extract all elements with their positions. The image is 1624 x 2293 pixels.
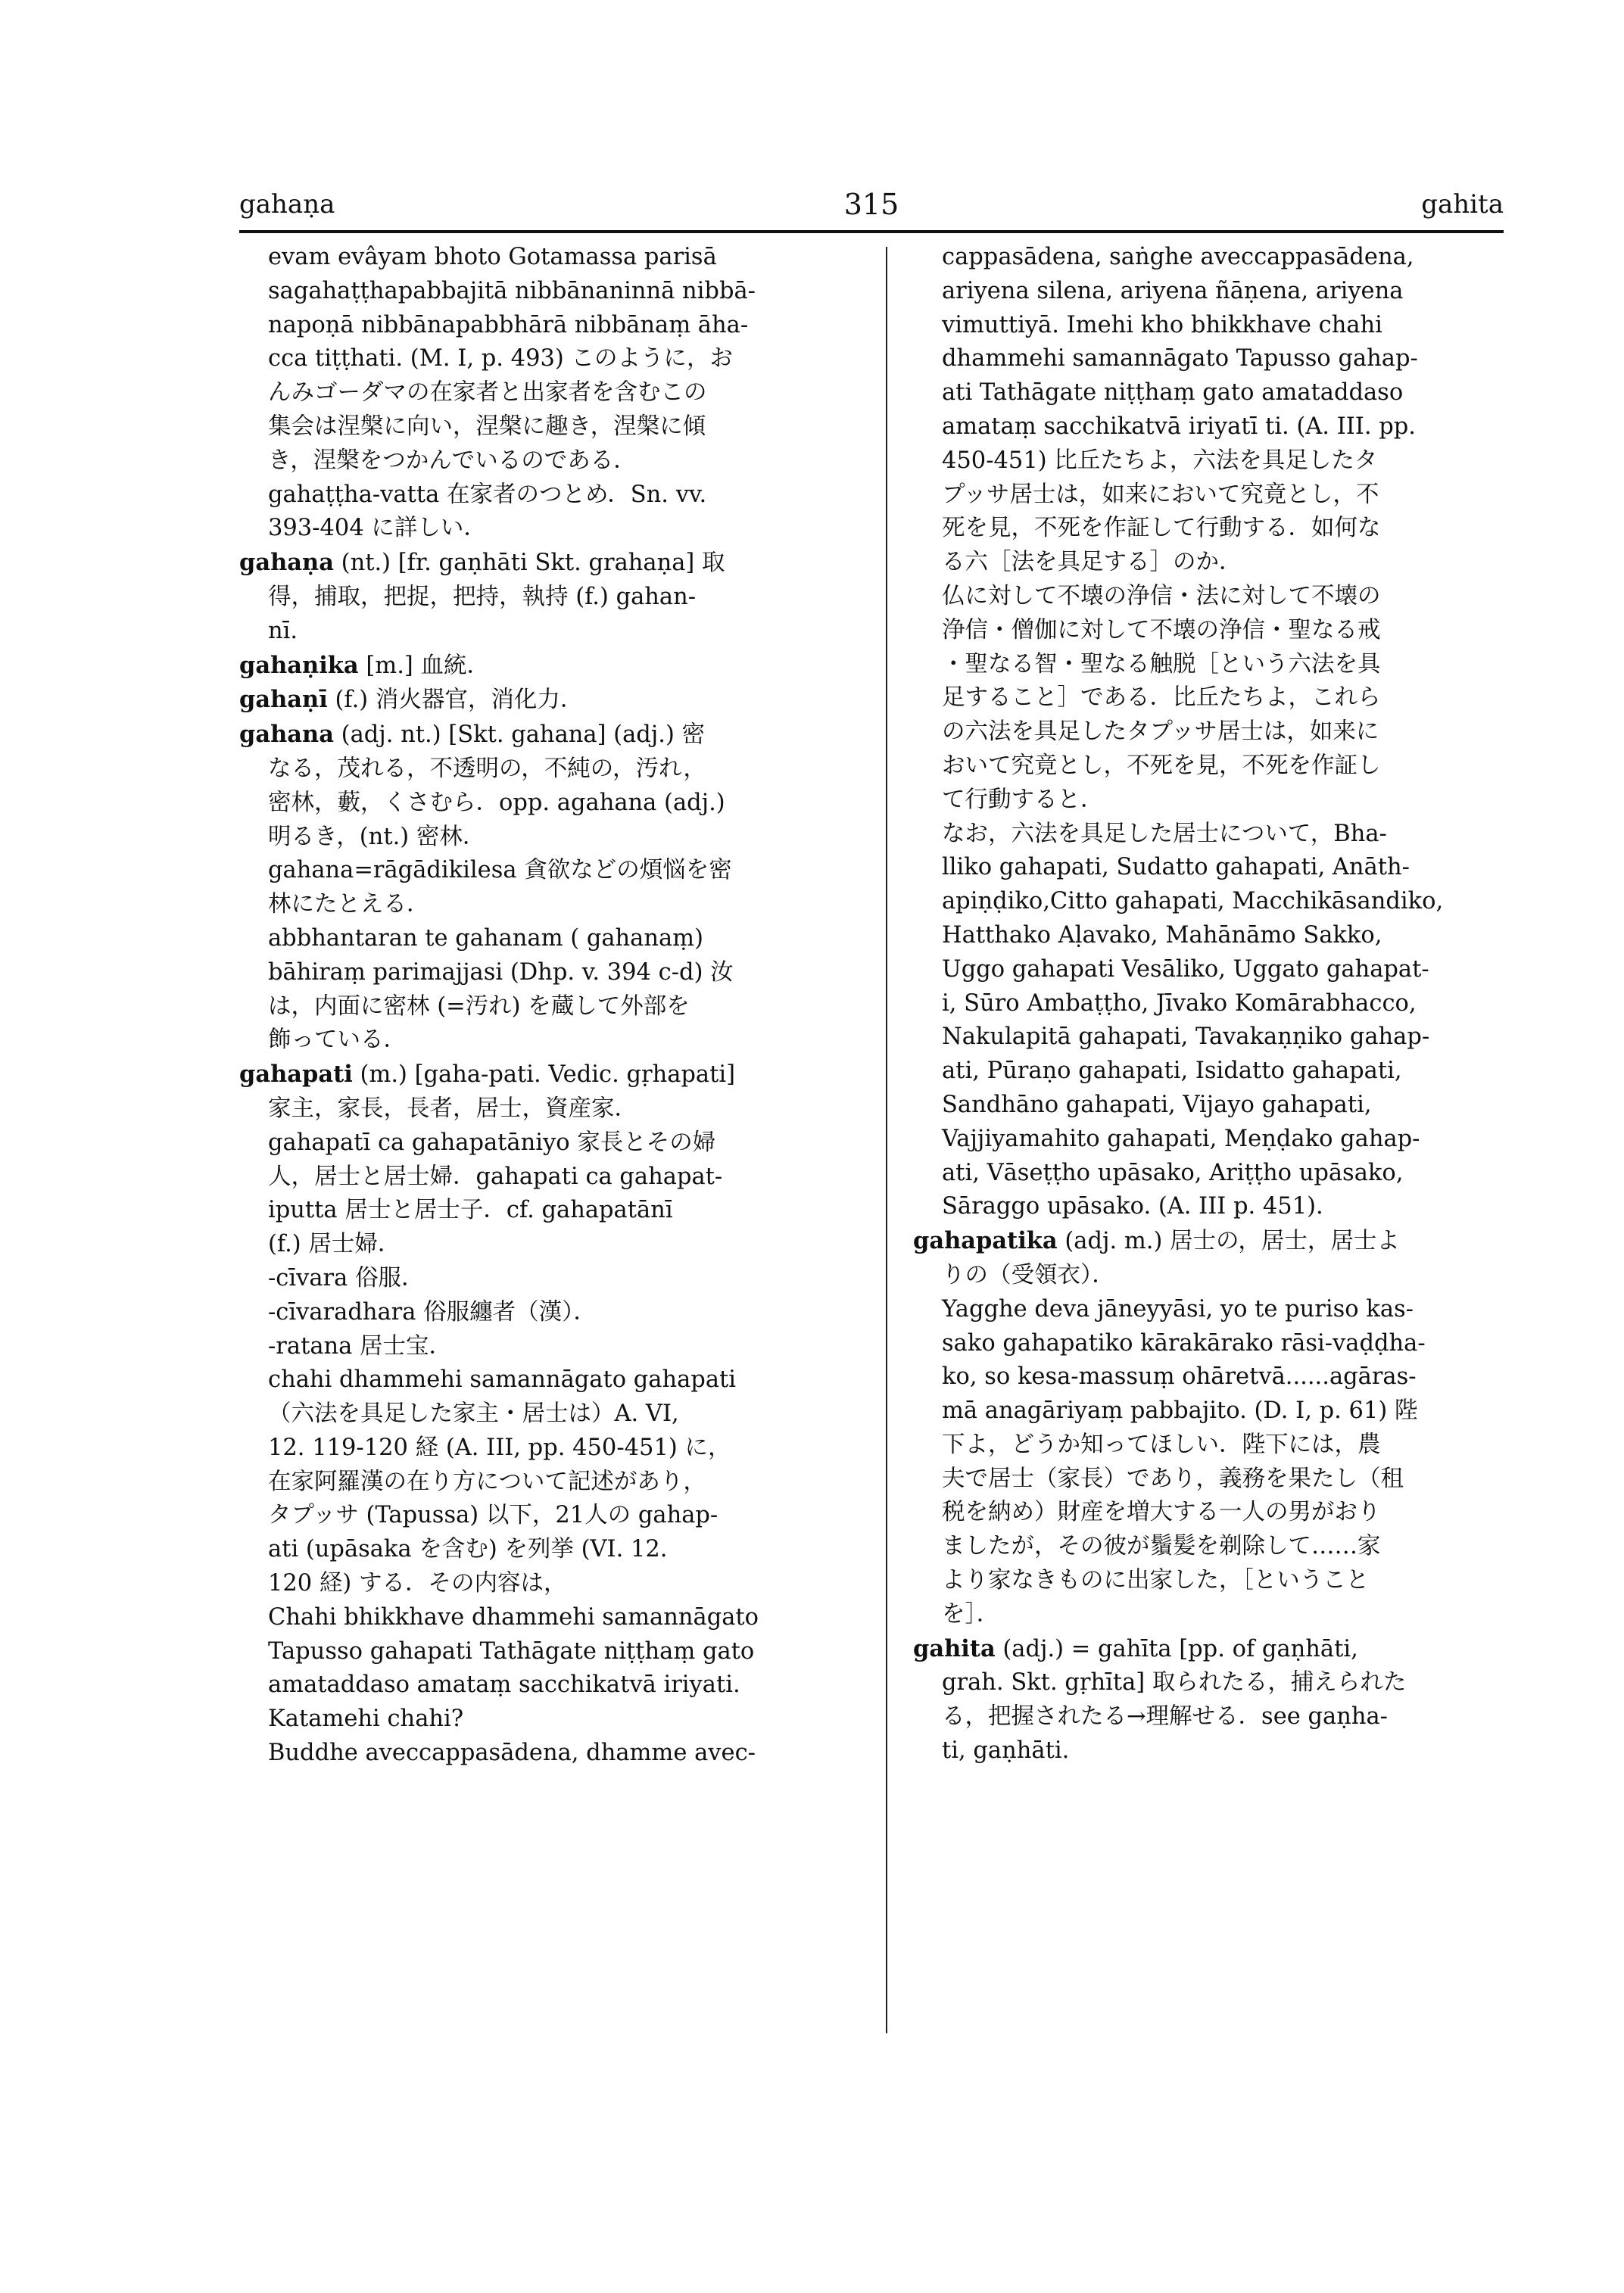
right-guide-word: gahita	[1421, 189, 1504, 220]
sub-entry: gahaṭṭha-vatta 在家者のつとめ．Sn. vv. 393-404 に詳しい．	[268, 481, 707, 542]
dictionary-entry: gahapatika (adj. m.) 居士の，居士，居士よ りの（受領衣）．	[913, 1227, 1400, 1288]
dictionary-entry: gahaṇī (f.) 消火器官，消化力．	[239, 686, 584, 714]
quote-block: cappasādena, saṅghe aveccappasādena, ariyena silena, ariyena ñāṇena, ariyena vimuttiyā. Imehi kho bhikkhave chahi dhammehi samannāgato Tapusso gahap- ati Tathāgate niṭṭhaṃ gato amataddaso amataṃ sacchikatvā iriyatī ti. (A. III. pp. 450-451) 比丘たちよ，六法を具足したタ プッサ居士は，如来において究竟とし，不 死を見，不死を作証して行動する．如何な る六［法を具足する］のか．	[942, 244, 1418, 576]
entry-headword: gahapati	[239, 1061, 353, 1089]
column-divider	[886, 247, 887, 2033]
entry-headword: gahaṇī	[239, 686, 328, 714]
sub-entry: 仏に対して不壊の浄信・法に対して不壊の 浄信・僧伽に対して不壊の浄信・聖なる戒 ・聖なる智・聖なる触脱［という六法を具 足すること］である．比丘たちよ，これら の六法を具足したタプッサ居士は，如来に おいて究竟とし，不死を見，不死を作証し て行動すると．	[942, 582, 1381, 813]
quote-block: Chahi bhikkhave dhammehi samannāgato Tapusso gahapati Tathāgate niṭṭhaṃ gato amataddaso amataṃ sacchikatvā iriyati. Katamehi chahi?	[268, 1603, 759, 1733]
running-header	[239, 182, 1504, 227]
quote-block: Buddhe aveccappasādena, dhamme avec-	[268, 1740, 756, 1767]
entry-headword: gahita	[913, 1634, 996, 1662]
header-rule	[239, 230, 1504, 233]
left-guide-word: gahaṇa	[239, 189, 335, 220]
entry-headword: gahaṇa	[239, 549, 334, 577]
dictionary-entry: gahita (adj.) = gahīta [pp. of gaṇhāti, grah. Skt. gṛhīta] 取られたる，捕えられた る，把握されたる→理解せる．see gaṇha- ti, gaṇhāti.	[913, 1634, 1407, 1765]
sub-entry: gahapatī ca gahapatāniyo 家長とその婦 人，居士と居士婦．gahapati ca gahapat- iputta 居士と居士子．cf. gahapatānī (f.) 居士婦．	[268, 1129, 723, 1258]
entry-headword: gahana	[239, 721, 334, 749]
dictionary-entry: gahaṇa (nt.) [fr. gaṇhāti Skt. grahaṇa] 取 得，捕取，把捉，把持，執持 (f.) gahan- nī.	[239, 549, 725, 644]
entry-headword: gahapatika	[913, 1227, 1058, 1255]
dictionary-entry: gahana (adj. nt.) [Skt. gahana] (adj.) 密 なる，茂れる，不透明の，不純の，汚れ， 密林，藪，くさむら．opp. agahana (adj.) 明るき，(nt.) 密林．	[239, 721, 725, 850]
quote-block: abbhantaran te gahanam ( gahanaṃ) bāhiraṃ parimajjasi (Dhp. v. 394 c-d) 汝 は，内面に密林 (=汚れ) を蔵して外部を 飾っている．	[268, 924, 734, 1054]
dictionary-entry: gahapati (m.) [gaha-pati. Vedic. gṛhapati] 家主，家長，長者，居士，資産家．	[239, 1061, 736, 1122]
entry-headword: gahaṇika	[239, 651, 359, 679]
sub-entry: -cīvaradhara 俗服纏者（漢）．	[268, 1298, 597, 1326]
sub-entry: gahana=rāgādikilesa 貪欲などの煩悩を密 林にたとえる．	[268, 857, 732, 918]
sub-entry: なお，六法を具足した居士について，Bha- lliko gahapati, Sudatto gahapati, Anāth- apiṇḍiko,Citto gahapati, Macchikāsandiko, Hatthako Aḷavako, Mahānāmo Sakko, Uggo gahapati Vesāliko, Uggato gahapat- i, Sūro Ambaṭṭho, Jīvako Komārabhacco, Nakulapitā gahapati, Tavakaṇṇiko gahap- ati, Pūraṇo gahapati, Isidatto gahapati, Sandhāno gahapati, Vijayo gahapati, Vajjiyamahito gahapati, Meṇḍako gahap- ati, Vāseṭṭho upāsako, Ariṭṭho upāsako, Sāraggo upāsako. (A. III p. 451).	[942, 820, 1444, 1220]
dictionary-entry: gahaṇika [m.] 血統．	[239, 651, 490, 679]
sub-entry: chahi dhammehi samannāgato gahapati （六法を具足した家主・居士は）A. VI, 12. 119-120 経 (A. III, pp. 450-451) に， 在家阿羅漢の在り方について記述があり， タプッサ (Tapussa) 以下，21人の gahap- ati (upāsaka を含む) を列挙 (VI. 12. 120 経) する．その内容は，	[268, 1366, 737, 1597]
quote-block: Yagghe deva jāneyyāsi, yo te puriso kas- sako gahapatiko kārakārako rāsi-vaḍḍha- ko, so kesa-massuṃ ohāretvā......agāras- mā anagāriyaṃ pabbajito. (D. I, p. 61) 陛 下よ，どうか知ってほしい．陛下には，農 夫で居士（家長）であり，義務を果たし（租 税を納め）財産を増大する一人の男がおり ましたが，その彼が鬚髪を剃除して……家 より家なきものに出家した，［ということ を］．	[942, 1295, 1426, 1628]
page-number: 315	[843, 188, 899, 221]
sub-entry: -ratana 居士宝．	[268, 1332, 453, 1360]
left-column	[239, 241, 845, 1771]
right-column	[913, 241, 1519, 1768]
sub-entry: -cīvara 俗服．	[268, 1264, 425, 1291]
quote-block: evam evâyam bhoto Gotamassa parisā sagahaṭṭhapabbajitā nibbānaninnā nibbā- napoṇā nibbānapabbhārā nibbānaṃ āha- cca tiṭṭhati. (M. I, p. 493) このように，お んみゴーダマの在家者と出家者を含むこの 集会は涅槃に向い，涅槃に趣き，涅槃に傾 き，涅槃をつかんでいるのである．	[268, 244, 756, 474]
